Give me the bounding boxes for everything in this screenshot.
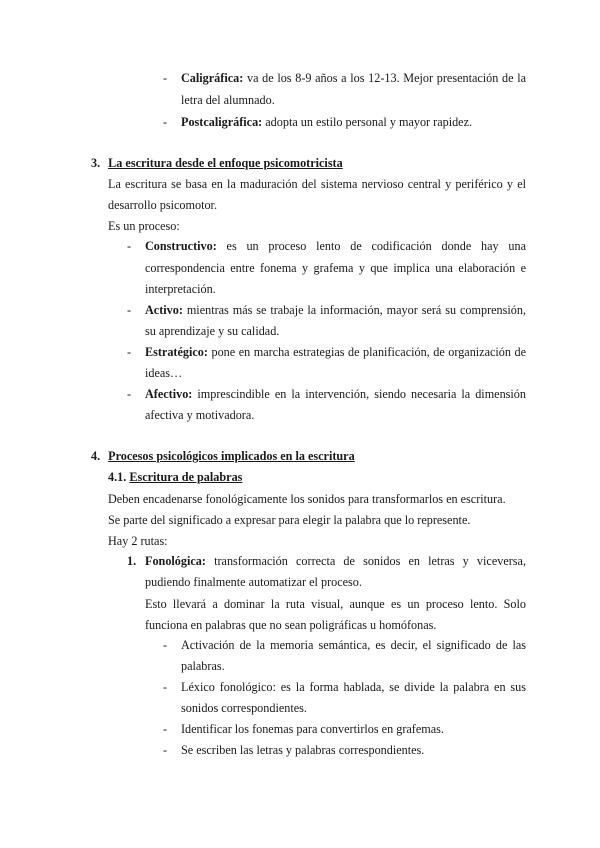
text: transformación correcta de sonidos en letras y viceversa, [214,554,526,568]
term: Activo: [145,303,183,317]
section-title: La escritura desde el enfoque psicomotricista [108,156,343,170]
paragraph: Hay 2 rutas: [108,534,168,548]
list-dash: - [127,239,132,253]
paragraph: Esto llevará a dominar la ruta visual, aunque es un proceso lento. Solo [145,597,526,611]
list-item-constructivo [145,236,526,257]
paragraph-continuation: desarrollo psicomotor. [108,198,217,212]
paragraph: Es un proceso: [108,219,180,233]
list-item-estrategico [145,342,526,363]
list-item-continuation: ideas… [145,366,183,380]
list-item-continuation: interpretación. [145,282,216,296]
list-item-continuation: letra del alumnado. [181,93,275,107]
list-item: Identificar los fonemas para convertirlos en grafemas. [181,722,444,736]
paragraph: Se parte del significado a expresar para elegir la palabra que lo represente. [108,513,471,527]
list-item-activo [145,300,526,321]
route-fonologica [145,551,526,572]
term: Fonológica: [145,554,206,568]
list-dash: - [163,722,168,736]
term: Afectivo: [145,387,193,401]
section-4-heading [91,446,355,467]
list-dash: - [163,115,168,129]
list-dash: - [127,303,132,317]
paragraph-continuation: funciona en palabras que no sean poligráficas u homófonas. [145,618,437,632]
term: Caligráfica: [181,71,244,85]
list-item-continuation: palabras. [181,659,225,673]
section-title: Procesos psicológicos implicados en la escritura [108,449,355,463]
section-3-heading [91,153,343,174]
list-item-continuation: su aprendizaje y su calidad. [145,324,280,338]
term: Estratégico: [145,345,208,359]
list-dash: - [127,345,132,359]
list-dash: - [163,680,168,694]
list-item-continuation: afectiva y motivadora. [145,408,255,422]
list-item: Léxico fonológico: es la forma hablada, se divide la palabra en sus [181,680,526,694]
subsection-number: 4.1. [108,470,127,484]
term: Constructivo: [145,239,217,253]
list-dash: - [163,71,168,85]
list-item-afectivo [145,384,526,405]
list-item-continuation: correspondencia entre fonema y grafema y que implica una elaboración e [145,261,526,275]
text: mientras más se trabaje la información, mayor será su comprensión, [186,303,526,317]
text: pone en marcha estrategias de planificación, de organización de [211,345,526,359]
paragraph: Deben encadenarse fonológicamente los sonidos para transformarlos en escritura. [108,492,506,506]
section-number: 4. [91,449,101,463]
subsection-title: Escritura de palabras [129,470,243,484]
list-dash: - [163,638,168,652]
list-dash: - [163,743,168,757]
subsection-4-1-heading [108,467,242,488]
list-item: Activación de la memoria semántica, es decir, el significado de las [181,638,526,652]
list-item-caligrafica [181,68,526,89]
list-item-continuation: sonidos correspondientes. [181,701,307,715]
list-item: Se escriben las letras y palabras correspondientes. [181,743,425,757]
list-item-postcaligrafica [181,112,472,133]
paragraph: La escritura se basa en la maduración del sistema nervioso central y periférico y el [108,177,526,191]
term: Postcaligráfica: [181,115,263,129]
text: adopta un estilo personal y mayor rapidez. [265,115,473,129]
text: va de los 8-9 años a los 12-13. Mejor presentación de la [246,71,526,85]
route-number: 1. [127,554,137,568]
text: imprescindible en la intervención, siendo necesaria la dimensión [197,387,526,401]
list-dash: - [127,387,132,401]
route-continuation: pudiendo finalmente automatizar el proceso. [145,575,362,589]
text: es un proceso lento de codificación donde hay una [226,239,527,253]
section-number: 3. [91,156,101,170]
